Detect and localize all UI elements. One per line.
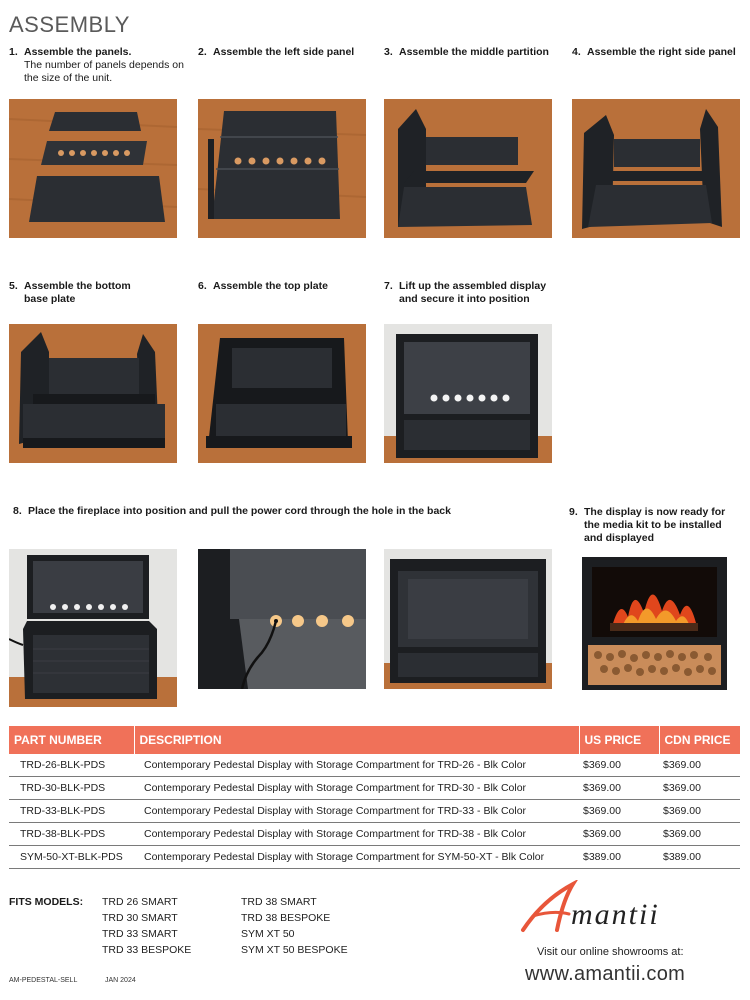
fits-models-label: FITS MODELS: (9, 896, 84, 908)
description-cell: Contemporary Pedestal Display with Storage Compartment for SYM-50-XT - Blk Color (134, 846, 579, 869)
description-cell: Contemporary Pedestal Display with Storage Compartment for TRD-26 - Blk Color (134, 754, 579, 777)
cdn-price-cell: $369.00 (659, 777, 740, 800)
part-number-cell: TRD-38-BLK-PDS (9, 823, 134, 846)
header-part-number: PART NUMBER (9, 726, 134, 754)
model-item: TRD 38 BESPOKE (241, 912, 331, 924)
table-row (9, 800, 740, 823)
parts-table (9, 726, 740, 869)
model-item: TRD 38 SMART (241, 896, 317, 908)
table-header-row (9, 726, 740, 754)
header-us-price: US PRICE (579, 726, 659, 754)
step-4-photo (572, 99, 740, 238)
part-number-cell: TRD-33-BLK-PDS (9, 800, 134, 823)
part-number-cell: SYM-50-XT-BLK-PDS (9, 846, 134, 869)
step-7-photo (384, 324, 552, 463)
step-6-caption: 6. Assemble the top plate (198, 280, 328, 292)
step-9-photo-finished (582, 557, 727, 690)
step-1-caption: 1. Assemble the panels. The number of panels depends on the size of the unit. (9, 46, 184, 84)
us-price-cell: $389.00 (579, 846, 659, 869)
step-5-caption: 5. Assemble the bottom base plate (9, 280, 131, 305)
header-description: DESCRIPTION (134, 726, 579, 754)
step-3-photo (384, 99, 552, 238)
cdn-price-cell: $389.00 (659, 846, 740, 869)
model-item: SYM XT 50 BESPOKE (241, 944, 348, 956)
step-8-photo-front (9, 549, 177, 707)
model-item: TRD 33 SMART (102, 928, 178, 940)
step-3-caption: 3. Assemble the middle partition (384, 46, 549, 58)
step-8-photo-cord (198, 549, 366, 689)
cdn-price-cell: $369.00 (659, 800, 740, 823)
step-2-photo (198, 99, 366, 238)
table-row (9, 823, 740, 846)
step-4-caption: 4. Assemble the right side panel (572, 46, 736, 58)
us-price-cell: $369.00 (579, 800, 659, 823)
footer-code: AM-PEDESTAL-SELL (9, 977, 78, 984)
model-item: TRD 30 SMART (102, 912, 178, 924)
amantii-logo (513, 880, 713, 938)
svg-text:mantii: mantii (571, 898, 660, 931)
footer-date: JAN 2024 (105, 977, 136, 984)
step-1-photo (9, 99, 177, 238)
step-8-photo-installed (384, 549, 552, 689)
visit-showrooms-text: Visit our online showrooms at: (537, 946, 684, 958)
step-7-caption: 7. Lift up the assembled display and secure it into position (384, 280, 547, 305)
step-8-caption: 8. Place the fireplace into position and pull the power cord through the hole in the back (13, 505, 451, 517)
model-item: SYM XT 50 (241, 928, 295, 940)
step-6-photo (198, 324, 366, 463)
description-cell: Contemporary Pedestal Display with Storage Compartment for TRD-38 - Blk Color (134, 823, 579, 846)
table-row (9, 777, 740, 800)
page-title: ASSEMBLY (9, 12, 130, 37)
website-link[interactable]: www.amantii.com (525, 963, 686, 985)
model-item: TRD 33 BESPOKE (102, 944, 192, 956)
header-cdn-price: CDN PRICE (659, 726, 740, 754)
part-number-cell: TRD-30-BLK-PDS (9, 777, 134, 800)
us-price-cell: $369.00 (579, 777, 659, 800)
description-cell: Contemporary Pedestal Display with Storage Compartment for TRD-30 - Blk Color (134, 777, 579, 800)
description-cell: Contemporary Pedestal Display with Storage Compartment for TRD-33 - Blk Color (134, 800, 579, 823)
step-5-photo (9, 324, 177, 463)
us-price-cell: $369.00 (579, 823, 659, 846)
model-item: TRD 26 SMART (102, 896, 178, 908)
table-row (9, 846, 740, 869)
step-9-caption: 9. The display is now ready for the media kit to be installed and displayed (569, 506, 726, 544)
us-price-cell: $369.00 (579, 754, 659, 777)
cdn-price-cell: $369.00 (659, 754, 740, 777)
part-number-cell: TRD-26-BLK-PDS (9, 754, 134, 777)
cdn-price-cell: $369.00 (659, 823, 740, 846)
table-row (9, 754, 740, 777)
step-2-caption: 2. Assemble the left side panel (198, 46, 355, 58)
